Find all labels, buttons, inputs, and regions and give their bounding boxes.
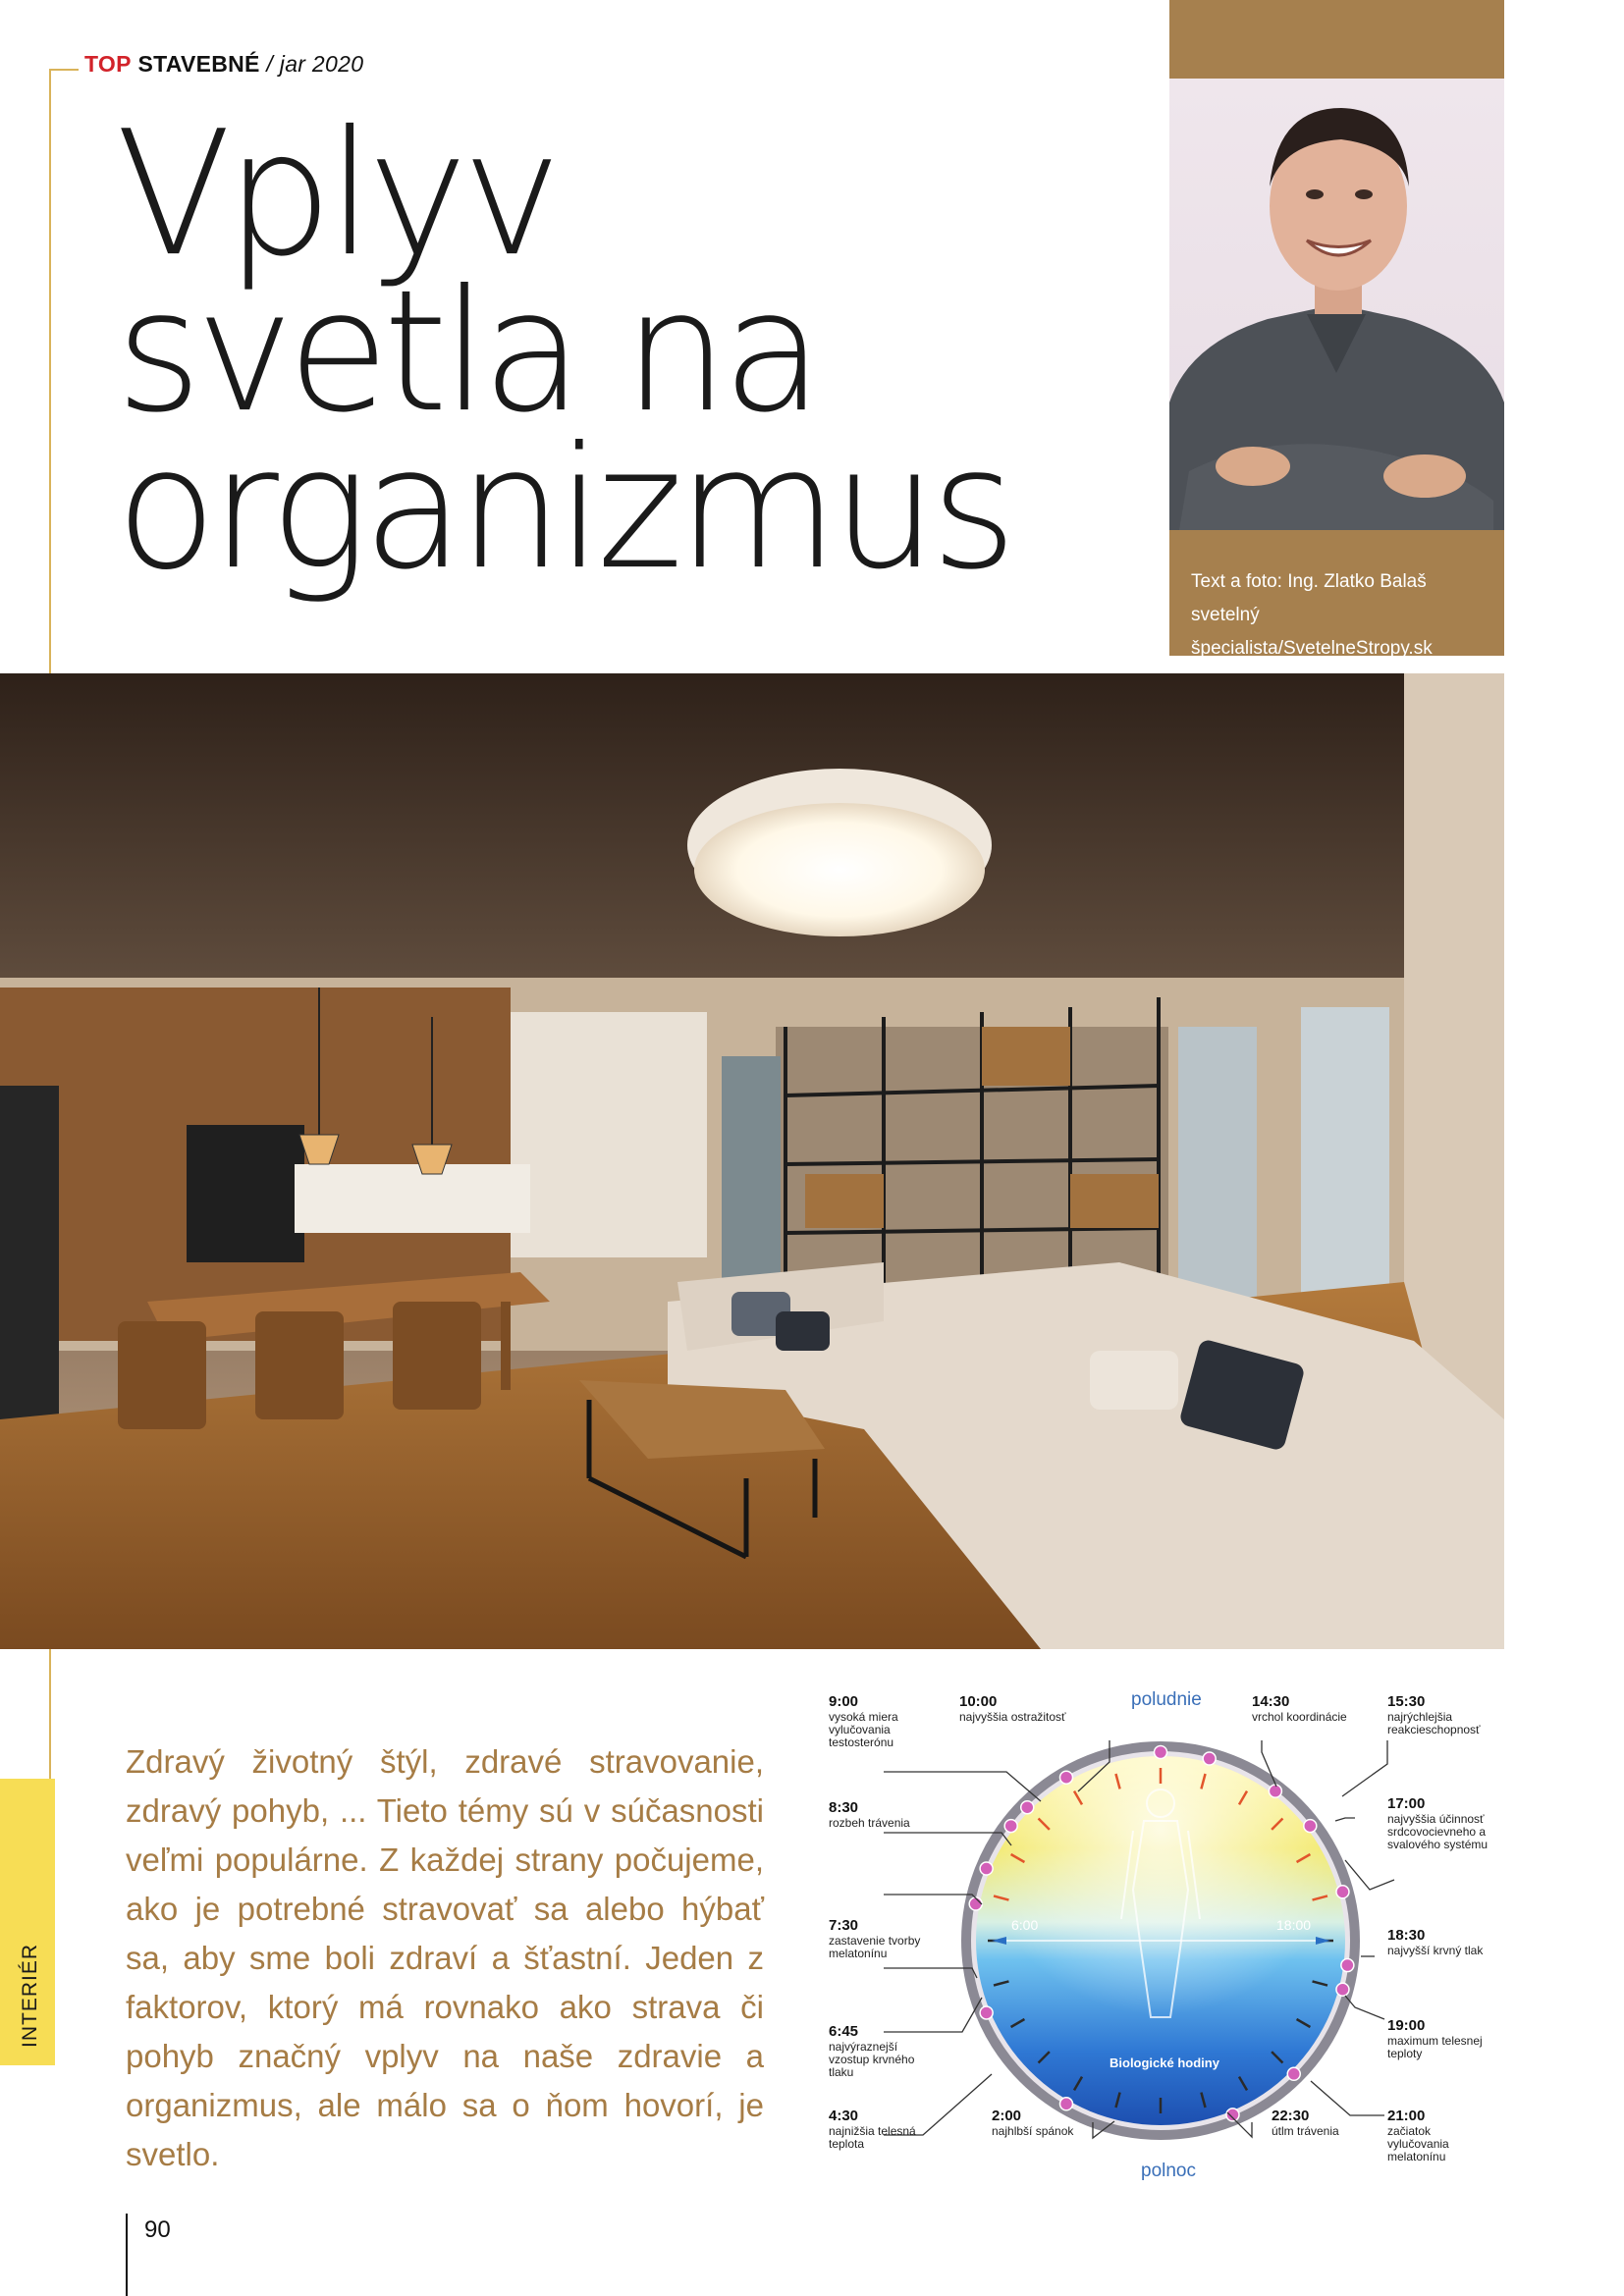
event-1900: 19:00 maximum telesnej teploty [1387,2017,1483,2060]
event-dot [1269,1785,1281,1797]
label-noon: poludnie [1131,1689,1202,1710]
label-six: 6:00 [1011,1917,1039,1933]
interior-photo [0,673,1504,1649]
label-biological-clock: Biologické hodiny [1110,2056,1219,2070]
event-1530: 15:30 najrýchlejšia reakcieschopnosť [1387,1693,1481,1736]
top-rule [49,69,79,71]
author-caption [1169,530,1504,659]
event-dot [1203,1752,1216,1765]
title-line-2: svetla na [116,253,818,450]
event-1000: 10:00 najvyššia ostražitosť [959,1693,1066,1724]
author-title: svetelný špecialista/SvetelneStropy.sk [1191,605,1433,659]
event-dot [1336,1886,1349,1898]
event-dot [1155,1746,1167,1759]
event-dot [1004,1820,1017,1833]
section-label: INTERIÉR [19,1943,41,2048]
event-dot [1021,1801,1034,1814]
event-0730: 7:30 zastavenie tvorby melatonínu [829,1917,921,1960]
event-dot [1304,1820,1317,1833]
magazine-header [84,51,363,78]
event-dot [980,1862,993,1875]
article-lead-paragraph: Zdravý životný štýl, zdravé stravovanie, zdravý pohyb, ... Tieto témy sú v súčasnosti veľmi populárne. Z každej strany počujeme, ako je potrebné stravovať sa alebo hýbať sa, aby sme boli zdraví a šťastní. Jeden z faktorov, ktorý má rovnako ako strava či pohyb značný vplyv na naše zdravie a organizmus, ale málo sa o ňom hovorí, je svetlo. [126,1743,764,2172]
event-dot [1336,1983,1349,1996]
event-1430: 14:30 vrchol koordinácie [1252,1693,1347,1724]
event-0900: 9:00 vysoká miera vylučovania testosterónu [829,1693,898,1749]
event-1830: 18:30 najvyšší krvný tlak [1387,1927,1484,1957]
issue-label: / jar 2020 [266,51,364,77]
author-credit: Text a foto: Ing. Zlatko Balaš [1191,571,1427,592]
event-dot [1341,1959,1354,1972]
event-0430: 4:30 najnižšia telesná teplota [829,2108,916,2151]
event-dot [1287,2067,1300,2080]
author-portrait-illustration [1169,79,1504,530]
brand-top: TOP [84,51,132,77]
page-number: 90 [144,2216,171,2243]
event-1700: 17:00 najvyššia účinnosť srdcovocievneho a svalového systému [1387,1795,1489,1851]
left-rule-bottom [49,1649,51,1782]
event-dot [980,2006,993,2019]
title-line-3: organizmus [116,410,1011,607]
event-2230: 22:30 útlm trávenia [1272,2108,1339,2138]
brand-stavebne: STAVEBNÉ [137,51,260,77]
event-0200: 2:00 najhlbší spánok [992,2108,1074,2138]
footer-rule [126,2214,128,2296]
event-dot [1060,1771,1073,1784]
title-line-1: Vplyv [116,92,557,294]
left-rule-top [49,69,51,677]
event-2100: 21:00 začiatok vylučovania melatonínu [1387,2108,1449,2163]
event-dot [1226,2109,1239,2121]
label-midnight: polnoc [1141,2161,1196,2181]
interior-illustration [0,673,1504,1649]
author-color-bar [1169,0,1504,79]
author-photo [1169,79,1504,530]
event-0645: 6:45 najvýraznejší vzostup krvného tlaku [829,2023,915,2079]
event-0830: 8:30 rozbeh trávenia [829,1799,910,1830]
biological-clock-diagram [815,1683,1522,2199]
article-title [116,92,1011,607]
label-eighteen: 18:00 [1276,1917,1312,1933]
event-dot [969,1897,982,1910]
